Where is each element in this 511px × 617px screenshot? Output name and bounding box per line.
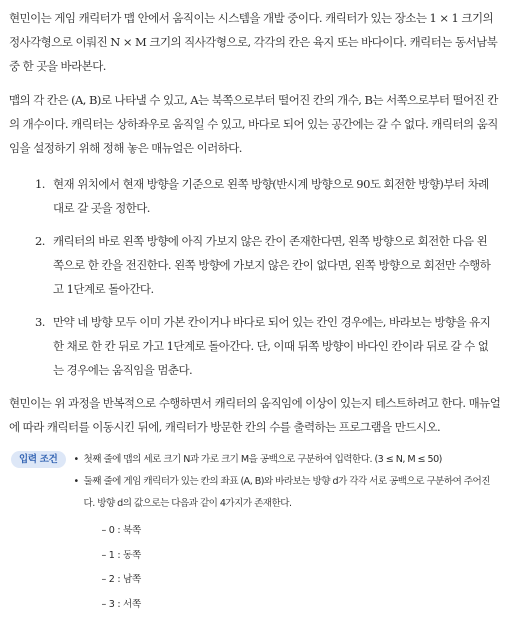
direction-west: – 3 : 서쪽 <box>102 593 501 617</box>
direction-north: – 0 : 북쪽 <box>102 519 501 544</box>
input-condition-item <box>74 471 501 617</box>
direction-east: – 1 : 동쪽 <box>102 544 501 569</box>
step-number: 3. <box>9 310 53 382</box>
direction-south: – 2 : 남쪽 <box>102 568 501 593</box>
map-paragraph: 맵의 각 칸은 (A, B)로 나타낼 수 있고, A는 북쪽으로부터 떨어진 칸의 개수, B는 서쪽으로부터 떨어진 칸의 개수이다. 캐릭터는 상하좌우로 움직일 수 있고, 바다로 되어 있는 공간에는 갈 수 없다. 캐릭터의 움직임을 설정하기 위해 정해 놓은 매뉴얼은 이러하다. <box>9 88 501 160</box>
manual-step-1 <box>9 172 501 220</box>
bullet-icon: • <box>74 471 84 617</box>
direction-values-list <box>102 519 501 617</box>
step-number: 1. <box>9 172 53 220</box>
input-conditions-section <box>9 449 501 617</box>
bullet-icon: • <box>74 449 84 471</box>
input-condition-item <box>74 449 501 471</box>
manual-step-3 <box>9 310 501 382</box>
manual-step-2 <box>9 229 501 301</box>
step-text: 캐릭터의 바로 왼쪽 방향에 아직 가보지 않은 칸이 존재한다면, 왼쪽 방향으로 회전한 다음 왼쪽으로 한 칸을 전진한다. 왼쪽 방향에 가보지 않은 칸이 없다면, 왼쪽 방향으로 회전만 수행하고 1단계로 돌아간다. <box>53 229 501 301</box>
step-number: 2. <box>9 229 53 301</box>
step-text: 만약 네 방향 모두 이미 가본 칸이거나 바다로 되어 있는 칸인 경우에는, 바라보는 방향을 유지한 채로 한 칸 뒤로 가고 1단계로 돌아간다. 단, 이때 뒤쪽 방향이 바다인 칸이라 뒤로 갈 수 없는 경우에는 움직임을 멈춘다. <box>53 310 501 382</box>
input-conditions-list <box>74 449 501 617</box>
input-conditions-badge: 입력 조건 <box>11 451 66 468</box>
manual-steps-list <box>9 172 501 382</box>
input-condition-text <box>84 471 501 617</box>
input-condition-text-body: 둘째 줄에 게임 캐릭터가 있는 칸의 좌표 (A, B)와 바라보는 방향 d가 각각 서로 공백으로 구분하여 주어진다. 방향 d의 값으로는 다음과 같이 4가지가 존재한다. <box>84 476 490 509</box>
intro-paragraph: 현민이는 게임 캐릭터가 맵 안에서 움직이는 시스템을 개발 중이다. 캐릭터가 있는 장소는 1 × 1 크기의 정사각형으로 이뤄진 N × M 크기의 직사각형으로, 각각의 칸은 육지 또는 바다이다. 캐릭터는 동서남북 중 한 곳을 바라본다. <box>9 6 501 78</box>
input-condition-text: 첫째 줄에 맵의 세로 크기 N과 가로 크기 M을 공백으로 구분하여 입력한다. (3 ≤ N, M ≤ 50) <box>84 449 501 471</box>
step-text: 현재 위치에서 현재 방향을 기준으로 왼쪽 방향(반시계 방향으로 90도 회전한 방향)부터 차례대로 갈 곳을 정한다. <box>53 172 501 220</box>
closing-paragraph: 현민이는 위 과정을 반복적으로 수행하면서 캐릭터의 움직임에 이상이 있는지 테스트하려고 한다. 매뉴얼에 따라 캐릭터를 이동시킨 뒤에, 캐릭터가 방문한 칸의 수를 출력하는 프로그램을 만드시오. <box>9 391 501 439</box>
